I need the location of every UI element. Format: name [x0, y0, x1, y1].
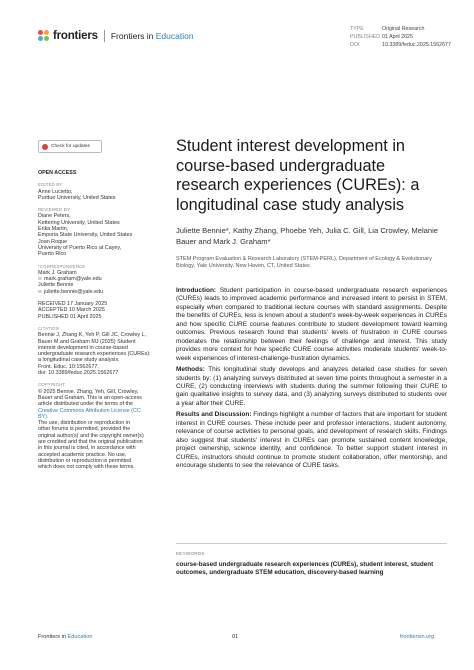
text-line: Bennie J, Zhang K, Yeh P, Gill JC, Crowley L,	[38, 332, 147, 339]
keywords: course-based undergraduate research experiences (CUREs), student interest, student outcomes, undergraduate STEM education, discovery-based learning	[176, 561, 434, 577]
page-number: 01	[232, 634, 239, 640]
text-line: undergraduate research experiences (CUREs):	[38, 351, 151, 358]
text-line: RECEIVED 17 January 2025	[38, 301, 108, 308]
footer-url-link[interactable]: frontiersin.org	[400, 634, 435, 640]
header-divider	[104, 30, 105, 42]
journal-name: Frontiers in Education	[110, 31, 194, 41]
email-link[interactable]: mark.graham@yale.edu	[44, 276, 102, 283]
text-line: other forums is permitted, provided the	[38, 426, 131, 433]
text-line: The use, distribution or reproduction in	[38, 420, 130, 427]
frontiers-logo[interactable]	[38, 28, 194, 44]
text-line: Diane Peters,	[38, 213, 71, 220]
text-line: Emporia State University, United States	[38, 232, 133, 239]
frontiers-logo-icon	[38, 30, 50, 42]
doi-link[interactable]: 10.3389/feduc.2025.1562677	[382, 42, 451, 48]
text-line: Joan Roque	[38, 238, 68, 245]
email-icon: ✉	[38, 276, 42, 282]
open-access-label: OPEN ACCESS	[38, 170, 77, 176]
text-line: are credited and that the original publication	[38, 438, 143, 445]
text-line: accepted academic practice. No use,	[38, 451, 127, 458]
copyright	[38, 389, 166, 471]
correspondence: Mark J. Graham ✉ mark.graham@yale.edu Juliette Bennie ✉ juliette.bennie@yale.edu	[38, 269, 104, 295]
text-line: BY).	[38, 413, 49, 420]
license-link[interactable]	[38, 408, 166, 421]
text-line: interest development in course-based	[38, 344, 128, 351]
check-for-updates-button[interactable]: Check for updates	[38, 140, 102, 153]
text-line: which does not comply with these terms.	[38, 464, 135, 471]
text-line: © 2025 Bennie, Zhang, Yeh, Gill, Crowley,	[38, 388, 139, 395]
text-line: Purdue University, United States	[38, 194, 116, 201]
abstract	[176, 287, 447, 474]
author-list: Juliette Bennie*, Kathy Zhang, Phoebe Yeh, Julia C. Gill, Lia Crowley, Melanie Bauer and Mark J. Graham*	[176, 226, 438, 246]
citation	[38, 332, 166, 376]
article-meta: TYPE Original Research PUBLISHED 01 April 2025 DOI 10.3389/feduc.2025.1562677	[350, 26, 451, 48]
email-icon: ✉	[38, 288, 42, 294]
abstract-results: Results and Discussion: Findings highlight a number of factors that are important for student interest in CURE courses. These include peer and professor interactions, student autonomy, relevance of course activities to personal goals, and development of research skills. Findings also suggest that students' interest in CUREs can promote sustained content knowledge, project ownership, science identity, and confidence. To better support student interest in CUREs, instructors should continue to promote student collaboration, offer mentorship, and encourage students to see the relevance of CURE tasks.	[176, 411, 447, 470]
text-line: Bauer and Graham. This is an open-access	[38, 394, 142, 401]
text-line: Creative Commons Attribution License (CC	[38, 407, 141, 414]
affiliation: STEM Program Evaluation & Research Laboratory (STEM-PERL), Department of Ecology & Evolutionary Biology, Yale University, New Haven, CT, United States	[176, 256, 432, 269]
text-line: PUBLISHED 01 April 2025	[38, 313, 102, 320]
text-line: Kettering University, United States	[38, 219, 120, 226]
text-line: Front. Educ. 10:1562677.	[38, 363, 99, 370]
abstract-methods: Methods: This longitudinal study develops and analyzes detailed case studies for seven students by: (1) analyzing surveys distributed at seven time points throughout a semester in a CURE, (2) conducting interviews with students during the summer following their CURE to gain qualitative insights to survey data, and (3) analyzing surveys distributed to students over a year after their CURE.	[176, 366, 447, 407]
footer-journal: Frontiers in Education	[38, 634, 93, 640]
article-dates	[38, 301, 166, 320]
text-line: Erika Martin,	[38, 226, 69, 233]
article-sidebar: OPEN ACCESS EDITED BY Anne Lucietto, Purdue University, United States REVIEWED BY Diane Peters, Kettering University, United States Erika Martin, Emporia State University, United States Joan Roque University of Puerto Rico at Cayey, Puerto Rico *CORRESPONDENCE Mark J. Graham ✉ mark.graham@yale.edu Juliette Bennie ✉ juliette.bennie@yale.edu RECEIVED 17 January 2025 ACCEPTED 10 March 2025 PUBLISHED 01 April 2025 CITATION Bennie J, Zhang K, Yeh P, Gill JC, Crowley L, Bauer M and Graham MJ (2025) Student interest development in course-based undergraduate research experiences (CUREs): a longitudinal case study analysis. Front. Educ. 10:1562677. doi: 10.3389/feduc.2025.1562677 COPYRIGHT © 2025 Bennie, Zhang, Yeh, Gill, Crowley, Bauer and Graham. This is an open-access article distributed under the terms of the Creative Commons Attribution License (CC BY). The use, distribution or reproduction in other forums is permitted, provided the original author(s) and the copyright owner(s) are credited and that the original publication in this journal is cited, in accordance with accepted academic practice. No use, distribution or reproduction is permitted which does not comply with these terms.	[38, 165, 166, 470]
text-line: University of Puerto Rico at Cayey,	[38, 244, 122, 251]
reviewed-by	[38, 213, 166, 257]
email-link[interactable]: juliette.bennie@yale.edu	[44, 288, 104, 295]
text-line: ACCEPTED 10 March 2025	[38, 307, 105, 314]
text-line: article distributed under the terms of the	[38, 401, 133, 408]
text-line: original author(s) and the copyright owner(s)	[38, 432, 144, 439]
brand-name: frontiers	[53, 30, 98, 42]
keywords-label: KEYWORDS	[176, 551, 205, 556]
article-title: Student interest development in course-based undergraduate research experiences (CUREs): a longitudinal case study analysis	[176, 137, 420, 214]
text-line: in this journal is cited, in accordance with	[38, 445, 136, 452]
abstract-introduction: Introduction: Student participation in course-based undergraduate research experiences (CUREs) leads to improved academic performance and increased intent to persist in STEM, especially when compared to traditional lecture courses with standard assignments. Despite the benefits of CUREs, less is known about a student's week-by-week experiences in CUREs and how specific CURE course features contribute to student development toward learning outcomes. Previous research found that students' levels of frustration in CURE courses moderates the relationship between their feelings of challenge and interest. This study provides more context for how specific CURE course activities moderate students' week-to-week experiences of interest-challenge-frustration dynamics.	[176, 287, 447, 362]
text-line: Anne Lucietto,	[38, 188, 73, 195]
text-line: distribution or reproduction is permitted	[38, 457, 132, 464]
text-line: a longitudinal case study analysis.	[38, 357, 120, 364]
text-line: Puerto Rico	[38, 251, 67, 258]
check-updates-icon	[42, 144, 48, 150]
text-line: doi: 10.3389/feduc.2025.1562677	[38, 370, 119, 377]
text-line: Bauer M and Graham MJ (2025) Student	[38, 338, 136, 345]
divider	[176, 543, 447, 544]
edited-by	[38, 189, 166, 202]
